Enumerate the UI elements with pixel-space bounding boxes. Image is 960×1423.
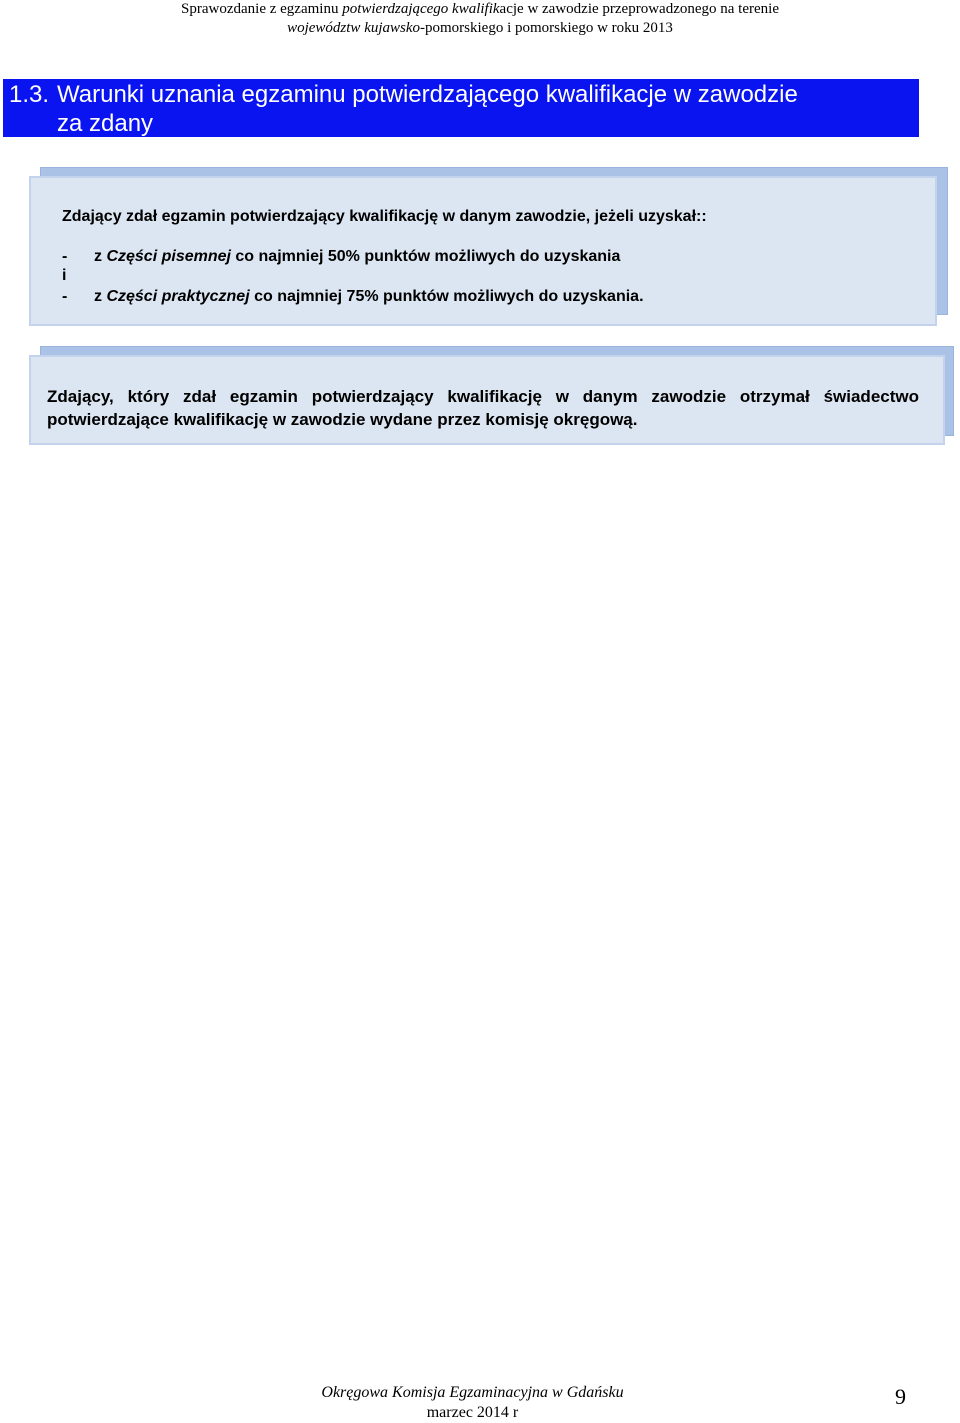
condition-text: co najmniej 50% punktów możliwych do uzyskania [230, 248, 621, 265]
list-dash: - [62, 248, 68, 265]
header-italic-text: województw kujawsko [287, 20, 421, 36]
pass-conditions-box [29, 176, 937, 326]
condition-prefix: z [94, 288, 107, 305]
section-title-line1: Warunki uznania egzaminu potwierdzającego kwalifikacje w zawodzie [57, 81, 798, 108]
page-footer [300, 1383, 645, 1423]
condition-part-name: Części pisemnej [106, 248, 231, 265]
running-header-line2 [0, 19, 960, 38]
section-title-line2: za zdany [57, 110, 154, 137]
condition-connector: i [62, 267, 67, 284]
running-header [0, 0, 960, 38]
condition-text: co najmniej 75% punktów możliwych do uzyskania. [249, 288, 644, 305]
header-text: -pomorskiego i pomorskiego w roku 2013 [420, 20, 673, 36]
section-heading [3, 79, 919, 137]
header-text: acje w zawodzie przeprowadzonego na terenie [499, 1, 779, 17]
page-number: 9 [895, 1384, 906, 1409]
header-italic-text: potwierdzającego kwalifik [342, 1, 500, 17]
condition-part-name: Części praktycznej [106, 288, 250, 305]
header-text: Sprawozdanie z egzaminu [181, 1, 343, 17]
condition-prefix: z [94, 248, 107, 265]
running-header-line1 [0, 0, 960, 19]
footer-date: marzec 2014 r [426, 1404, 519, 1421]
list-dash: - [62, 288, 68, 305]
certificate-text: Zdający, który zdał egzamin potwierdzający kwalifikację w danym zawodzie otrzymał świadectwo potwierdzające kwalifikację w zawodzie wydane przez komisję okręgową. [47, 387, 919, 429]
certificate-box [29, 355, 945, 445]
condition-written-part [62, 248, 620, 266]
section-number: 1.3. [9, 81, 50, 108]
condition-practical-part [62, 288, 644, 306]
pass-conditions-lead: Zdający zdał egzamin potwierdzający kwalifikację w danym zawodzie, jeżeli uzyskał:: [62, 208, 707, 225]
footer-institution: Okręgowa Komisja Egzaminacyjna w Gdańsku [321, 1384, 624, 1401]
